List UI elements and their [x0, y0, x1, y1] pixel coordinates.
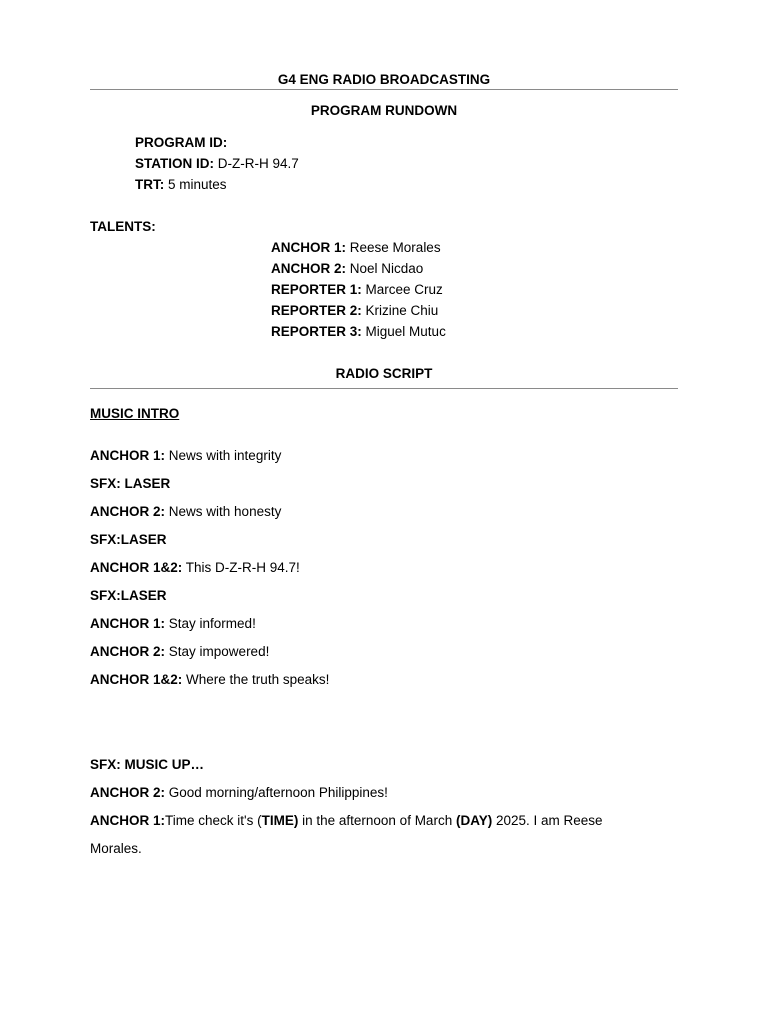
talent-name: Miguel Mutuc — [365, 324, 446, 339]
talent-row — [271, 282, 443, 297]
time-placeholder: TIME) — [261, 813, 299, 828]
script-text: News with integrity — [168, 448, 282, 463]
script-speaker: ANCHOR 2: — [90, 644, 166, 659]
document-title: G4 ENG RADIO BROADCASTING — [277, 72, 491, 87]
talent-name: Noel Nicdao — [349, 261, 424, 276]
talents-heading: TALENTS: — [90, 219, 156, 234]
talent-name: Krizine Chiu — [365, 303, 439, 318]
script-text: This D-Z-R-H 94.7! — [185, 560, 300, 575]
talent-name: Reese Morales — [349, 240, 441, 255]
script-text: Time check it's ( — [165, 813, 262, 828]
sfx-cue: SFX:LASER — [90, 532, 167, 547]
script-text: Stay impowered! — [168, 644, 270, 659]
script-line — [90, 476, 170, 491]
day-placeholder: (DAY) — [455, 813, 493, 828]
script-line — [90, 644, 269, 659]
script-speaker: ANCHOR 1: — [90, 813, 166, 828]
script-text: Good morning/afternoon Philippines! — [168, 785, 388, 800]
talent-row — [271, 303, 438, 318]
talent-name: Marcee Cruz — [365, 282, 443, 297]
station-id-value: D-Z-R-H 94.7 — [217, 156, 299, 171]
talent-row — [271, 261, 423, 276]
script-line — [90, 785, 388, 800]
trt-value: 5 minutes — [168, 177, 227, 192]
music-intro-heading: MUSIC INTRO — [90, 406, 180, 421]
sfx-music-up: SFX: MUSIC UP… — [90, 757, 205, 772]
script-text: Where the truth speaks! — [186, 672, 330, 687]
script-line — [90, 588, 167, 603]
talent-row — [271, 240, 441, 255]
talent-row — [271, 324, 446, 339]
script-text: in the afternoon of March — [298, 813, 456, 828]
station-id-row — [135, 156, 299, 171]
trt-row — [135, 177, 227, 192]
script-divider — [90, 388, 678, 389]
rundown-heading: PROGRAM RUNDOWN — [310, 103, 458, 118]
script-text: Stay informed! — [168, 616, 256, 631]
script-speaker: ANCHOR 1&2: — [90, 672, 183, 687]
talent-role: ANCHOR 2: — [271, 261, 347, 276]
sfx-cue: SFX: LASER — [90, 476, 171, 491]
script-line — [90, 532, 167, 547]
talent-role: REPORTER 3: — [271, 324, 362, 339]
program-id-row — [135, 135, 227, 150]
title-divider — [90, 89, 678, 90]
script-speaker: ANCHOR 1: — [90, 616, 166, 631]
script-speaker: ANCHOR 2: — [90, 785, 166, 800]
sfx-cue: SFX:LASER — [90, 588, 167, 603]
script-text: News with honesty — [168, 504, 282, 519]
script-line — [90, 672, 329, 687]
radio-script-heading: RADIO SCRIPT — [335, 366, 433, 381]
script-line — [90, 448, 281, 463]
program-id-label: PROGRAM ID: — [135, 135, 228, 150]
script-line — [90, 616, 256, 631]
talent-role: ANCHOR 1: — [271, 240, 347, 255]
script-line — [90, 504, 281, 519]
script-line-continuation: Morales. — [90, 841, 142, 856]
script-speaker: ANCHOR 1&2: — [90, 560, 183, 575]
talent-role: REPORTER 1: — [271, 282, 362, 297]
station-id-label: STATION ID: — [135, 156, 214, 171]
talent-role: REPORTER 2: — [271, 303, 362, 318]
script-speaker: ANCHOR 2: — [90, 504, 166, 519]
script-text: 2025. I am Reese — [492, 813, 603, 828]
script-speaker: ANCHOR 1: — [90, 448, 166, 463]
script-line — [90, 560, 300, 575]
trt-label: TRT: — [135, 177, 165, 192]
script-line-time-check — [90, 813, 603, 828]
